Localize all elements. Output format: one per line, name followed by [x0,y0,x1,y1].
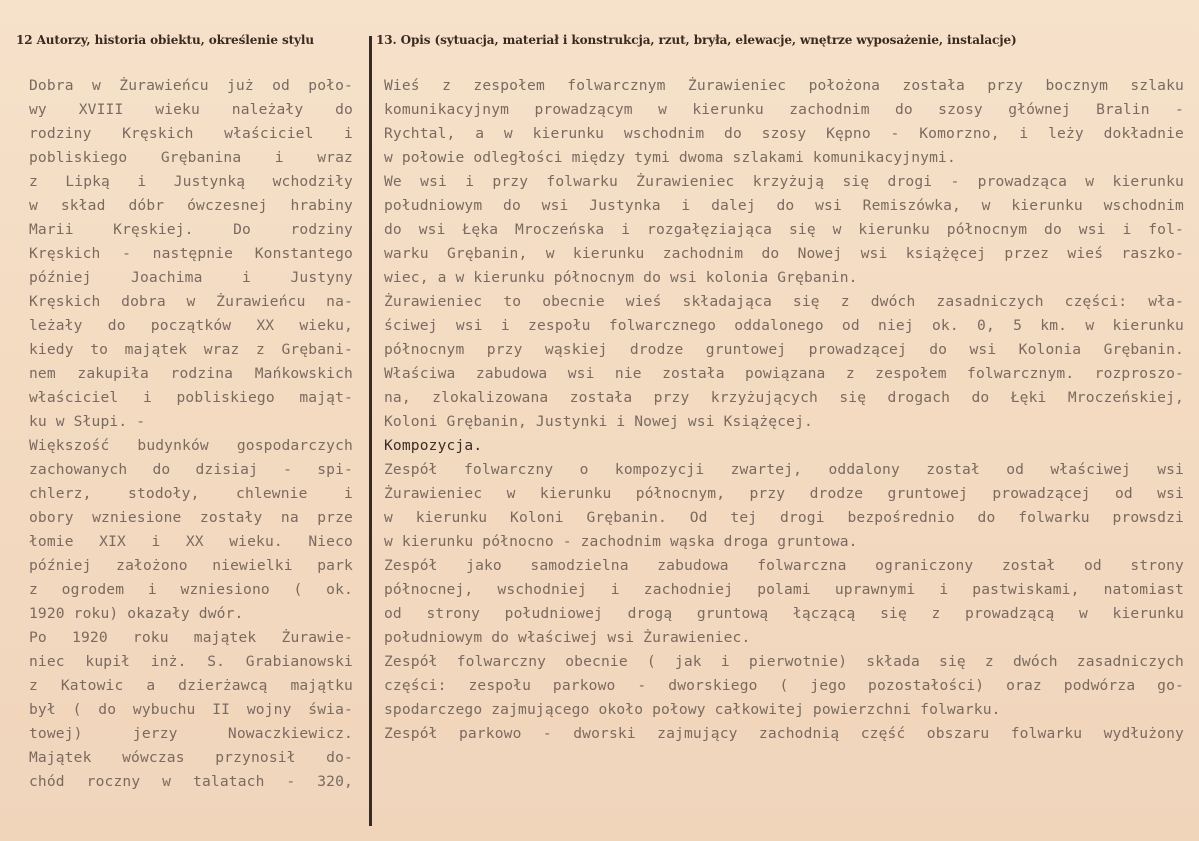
text-line: pobliskiego Grębanina i wraz [29,149,353,166]
column-divider [369,36,372,826]
text-line: w kierunku Koloni Grębanin. Od tej drogi bezpośrednio do folwarku prowsdzi [384,509,1184,526]
text-line: Dobra w Żurawieńcu już od poło- [29,77,353,94]
text-line: części: zespołu parkowo - dworskiego ( jego pozostałości) oraz podwórza go- [384,677,1184,694]
text-line: Po 1920 roku majątek Żurawie- [29,629,353,646]
text-line: zachowanych do dzisiaj - spi- [29,461,353,478]
text-line: towej) jerzy Nowaczkiewicz. [29,725,353,742]
text-line: niec kupił inż. S. Grabianowski [29,653,353,670]
text-line: Kręskich dobra w Żurawieńcu na- [29,293,353,310]
section-13-header: 13. Opis (sytuacja, materiał i konstrukcja, rzut, bryła, elewacje, wnętrze wyposażenie, instalacje) [376,33,1017,47]
section-12-header: 12 Autorzy, historia obiektu, określenie stylu [16,33,314,47]
text-line: z Katowic a dzierżawcą majątku [29,677,353,694]
text-line: Zespół folwarczny obecnie ( jak i pierwotnie) składa się z dwóch zasadniczych [384,653,1184,670]
text-line: kiedy to majątek wraz z Grębani- [29,341,353,358]
text-line: Właściwa zabudowa wsi nie została powiązana z zespołem folwarcznym. rozproszo- [384,365,1184,382]
text-line: łomie XIX i XX wieku. Nieco [29,533,353,550]
description-text-column [384,74,1184,746]
text-line: leżały do początków XX wieku, [29,317,353,334]
text-line: w kierunku północno - zachodnim wąska droga gruntowa. [384,533,858,550]
text-line: Majątek wówczas przynosił do- [29,749,353,766]
text-line: Wieś z zespołem folwarcznym Żurawieniec położona została przy bocznym szlaku [384,77,1184,94]
text-line: w połowie odległości między tymi dwoma szlakami komunikacyjnymi. [384,149,956,166]
text-line: północnym przy wąskiej drodze gruntowej prowadzącej do wsi Kolonia Grębanin. [384,341,1184,358]
text-line: w skład dóbr ówczesnej hrabiny [29,197,353,214]
text-line: z ogrodem i wzniesiono ( ok. [29,581,353,598]
history-text-column [29,74,353,794]
text-line: rodziny Kręskich właściciel i [29,125,353,142]
text-line: południowym do wsi Justynka i dalej do wsi Remiszówka, w kierunku wschodnim [384,197,1184,214]
text-line: Kręskich - następnie Konstantego [29,245,353,262]
text-line: chlerz, stodoły, chlewnie i [29,485,353,502]
text-line: Żurawieniec w kierunku północnym, przy drodze gruntowej prowadzącej od wsi [384,485,1184,502]
text-line: warku Grębanin, w kierunku zachodnim do Nowej wsi książęcej przez wieś raszko- [384,245,1184,262]
text-line: Zespół folwarczny o kompozycji zwartej, oddalony został od właściwej wsi [384,461,1184,478]
text-line: 1920 roku) okazały dwór. [29,605,244,622]
text-line: obory wzniesione zostały na prze [29,509,353,526]
text-line: nem zakupiła rodzina Mańkowskich [29,365,353,382]
text-line: do wsi Łęka Mroczeńska i rozgałęziająca się w kierunku północnym do wsi i fol- [384,221,1184,238]
text-line: Żurawieniec to obecnie wieś składająca się z dwóch zasadniczych części: wła- [384,293,1184,310]
text-line: ściwej wsi i zespołu folwarcznego oddalonego od niej ok. 0, 5 km. w kierunku [384,317,1184,334]
text-line: na, zlokalizowana została przy krzyżujących się drogach do Łęki Mroczeńskiej, [384,389,1184,406]
text-line: Większość budynków gospodarczych [29,437,353,454]
text-line: Zespół jako samodzielna zabudowa folwarczna ograniczony został od strony [384,557,1184,574]
text-line: był ( do wybuchu II wojny świa- [29,701,353,718]
text-line: z Lipką i Justynką wchodziły [29,173,353,190]
text-line: wy XVIII wieku należały do [29,101,353,118]
text-line: południowym do właściwej wsi Żurawieniec. [384,629,751,646]
text-line: Kompozycja. [384,437,483,454]
text-line: Rychtal, a w kierunku wschodnim do szosy Kępno - Komorzno, i leży dokładnie [384,125,1184,142]
text-line: Koloni Grębanin, Justynki i Nowej wsi Książęcej. [384,413,813,430]
text-line: później założono niewielki park [29,557,353,574]
text-line: północnej, wschodniej i zachodniej polami uprawnymi i pastwiskami, natomiast [384,581,1184,598]
text-line: komunikacyjnym prowadzącym w kierunku zachodnim do szosy głównej Bralin - [384,101,1184,118]
text-line: Marii Kręskiej. Do rodziny [29,221,353,238]
text-line: Zespół parkowo - dworski zajmujący zachodnią część obszaru folwarku wydłużony [384,725,1184,742]
text-line: od strony południowej drogą gruntową łączącą się z prowadzącą w kierunku [384,605,1184,622]
text-line: wiec, a w kierunku północnym do wsi kolonia Grębanin. [384,269,858,286]
text-line: chód roczny w talatach - 320, [29,773,353,790]
text-line: spodarczego zajmującego około połowy całkowitej powierzchni folwarku. [384,701,1001,718]
text-line: właściciel i pobliskiego mająt- [29,389,353,406]
text-line: We wsi i przy folwarku Żurawieniec krzyżują się drogi - prowadząca w kierunku [384,173,1184,190]
text-line: ku w Słupi. - [29,413,146,430]
text-line: później Joachima i Justyny [29,269,353,286]
